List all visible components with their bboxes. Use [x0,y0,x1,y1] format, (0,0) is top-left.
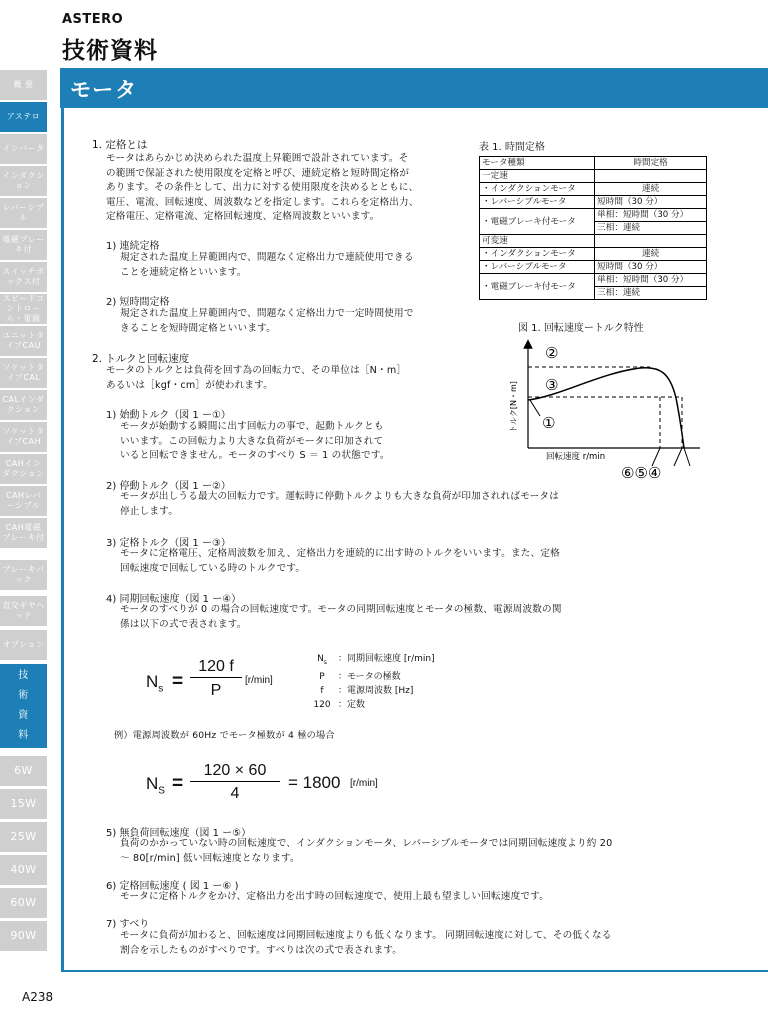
content-frame-left [61,108,64,972]
document-title: 技術資料 [62,38,158,64]
marker-3: ③ [545,376,559,394]
paragraph: モータが始動する瞬間に出す回転力の事で、起動トルクとも いいます。この回転力より大きな負荷がモータに印加されて いると回転できません。モータのすべり S ＝ 1 の状態です。 [120,421,390,462]
example-text: 例）電源周波数が 60Hz でモータ極数が 4 極の場合 [114,730,335,741]
table-caption: 表 1. 時間定格 [479,142,545,153]
sidebar-tab[interactable]: ソケットタイプCAL [0,358,47,388]
paragraph: モータのトルクとは負荷を回す為の回転力で、その単位は［N・m］ あるいは［kgf・cm］が使われます。 [106,365,407,391]
paragraph: 規定された温度上昇範囲内で、問題なく定格出力で連続使用できる ことを連続定格といいます。 [120,252,414,278]
sidebar-tab[interactable]: 電磁ブレーキ付 [0,230,47,260]
sidebar-tab-watt[interactable]: 40W [0,855,47,885]
subheading: 5) 無負荷回転速度（図 1 ー⑤） [106,828,252,839]
table-header: モータ種類 [480,157,595,170]
legend-row: f ：電源周波数 [Hz] [320,685,414,696]
brand-name: ASTERO [62,12,124,27]
sidebar-tab-watt[interactable]: 90W [0,921,47,951]
sidebar-tab-technical-data[interactable] [0,664,47,748]
sidebar-tab[interactable]: スイッチボックス付 [0,262,47,292]
sidebar-tab[interactable]: CAH電磁ブレーキ付 [0,518,47,548]
leader-line [530,400,540,416]
subheading: 2) 停動トルク（図 1 ー②） [106,481,231,492]
formula-equals: = [172,773,184,794]
sidebar-tab[interactable]: ブレーキパック [0,560,47,590]
page-number: A238 [22,990,54,1004]
sidebar-tab[interactable]: インバータ [0,134,47,164]
paragraph: モータはあらかじめ決められた温度上昇範囲で設計されています。そ の範囲で保証された使用限度を定格と呼び、連続定格と短時間定格が あります。その条件として、出力に対する使用限度を決めるとともに、 電圧、電流、回転速度、周波数などを指定します。これらを定格出力、 定格電圧、定格電流、定格回転速度、定格周波数といいます。 [106,153,419,223]
subheading: 6) 定格回転速度 ( 図 1 ー⑥ ) [106,881,239,892]
y-axis-label: トルク[N・m] [509,381,518,433]
subheading: 1) 連続定格 [106,241,160,252]
content-frame-bottom [61,970,768,972]
tab-char: 術 [18,690,29,701]
marker-654: ⑥⑤④ [621,464,662,482]
sidebar-tab-watt[interactable]: 6W [0,756,47,786]
leader-line [674,448,682,466]
tab-char: 技 [18,670,29,681]
formula-numerator: 120 f [190,658,242,678]
sidebar-tab[interactable]: インダクション [0,166,47,196]
tab-char: 料 [18,730,29,741]
figure-caption: 図 1. 回転速度ートルク特性 [518,323,644,334]
paragraph: モータのすべりが 0 の場合の回転速度です。モータの同期回転速度とモータの極数、電源周波数の関 係は以下の式で表されます。 [120,604,562,630]
sidebar-tab[interactable]: ソケットタイプCAH [0,422,47,452]
formula-lhs: $N_s$ [146,672,164,695]
sidebar-tab[interactable]: アステロ [0,102,47,132]
legend-row: $N_s$ ：同期回転速度 [r/min] [317,654,435,666]
formula-equals: = [172,671,184,692]
section-title-bar [60,68,768,108]
sidebar-tab[interactable]: CAHインダクション [0,454,47,484]
formula-numerator: 120 × 60 [190,762,280,782]
sidebar-tab-watt[interactable]: 60W [0,888,47,918]
subheading: 1) 始動トルク（図 1 ー①） [106,410,231,421]
paragraph: モータに負荷が加わると、回転速度は同期回転速度よりも低くなります。 同期回転速度に対して、その低くなる 割合を示したものがすべりです。すべりは次の式で表されます。 [120,930,612,956]
paragraph: モータが出しうる最大の回転力です。運転時に停動トルクよりも大きな負荷が印加されればモータは 停止します。 [120,491,559,517]
torque-speed-figure [500,338,710,483]
tab-char: 資 [18,710,29,721]
subheading: 7) すべり [106,919,150,930]
time-rating-table: モータ種類 時間定格 一定速 ・インダクションモータ 連続 ・レバーシブルモータ 短時間（30 分） ・電磁ブレーキ付モータ 単相：短時間（30 分） 三相：連続 可変速 ・インダクションモータ 連続 ・レバーシブルモータ 短時間（30 分） ・電磁ブレーキ付モータ 単相：短時間（30 分） 三相：連続 [479,156,707,300]
paragraph: モータに定格トルクをかけ、定格出力を出す時の回転速度で、使用上最も望ましい回転速度です。 [120,891,550,902]
sidebar-tab[interactable]: 概 要 [0,70,47,100]
section-title: モータ [70,78,139,102]
formula-result: = 1800 [288,773,341,792]
sidebar-tab[interactable]: ユニットタイプCAU [0,326,47,356]
paragraph: 負荷のかかっていない時の回転速度で、インダクションモータ、レバーシブルモータでは同期回転速度より約 20 〜 80[r/min] 低い回転速度となります。 [120,838,613,864]
x-axis-label: 回転速度 r/min [546,452,606,462]
table-header: 時間定格 [595,157,707,170]
paragraph: モータに定格電圧、定格周波数を加え、定格出力を連続的に出す時のトルクをいいます。また、定格 回転速度で回転している時のトルクです。 [120,548,560,574]
subheading: 4) 同期回転速度（図 1 ー④） [106,594,242,605]
legend-row: 120 ：定数 [313,699,366,710]
sidebar-tab[interactable]: 直交ギヤヘッド [0,596,47,626]
paragraph: 規定された温度上昇範囲内で、問題なく定格出力で一定時間使用で きることを短時間定格といいます。 [120,308,414,334]
formula-unit: [r/min] [350,778,378,789]
sidebar-tab[interactable]: レバーシブル [0,198,47,228]
subheading: 3) 定格トルク（図 1 ー③） [106,538,231,549]
marker-1: ① [542,414,556,432]
sidebar-tab-watt[interactable]: 25W [0,822,47,852]
formula-lhs: $N_S$ [146,774,165,797]
legend-row: P ：モータの極数 [319,671,401,682]
sidebar-tab-watt[interactable]: 15W [0,789,47,819]
formula-unit: [r/min] [245,675,273,686]
formula-denominator: P [210,682,222,699]
sidebar-tab[interactable]: スピードコントロール・電源 [0,294,47,324]
formula-denominator: 4 [230,785,240,802]
section-heading: 1. 定格とは [92,139,148,151]
sidebar-tab[interactable]: オプション [0,630,47,660]
subheading: 2) 短時間定格 [106,297,170,308]
formula-legend [306,652,435,712]
sidebar-tab[interactable]: CAHレバーシブル [0,486,47,516]
leader-line [684,448,690,466]
section-heading: 2. トルクと回転速度 [92,353,190,365]
marker-2: ② [545,344,559,362]
sidebar-tab[interactable]: CALインダクション [0,390,47,420]
